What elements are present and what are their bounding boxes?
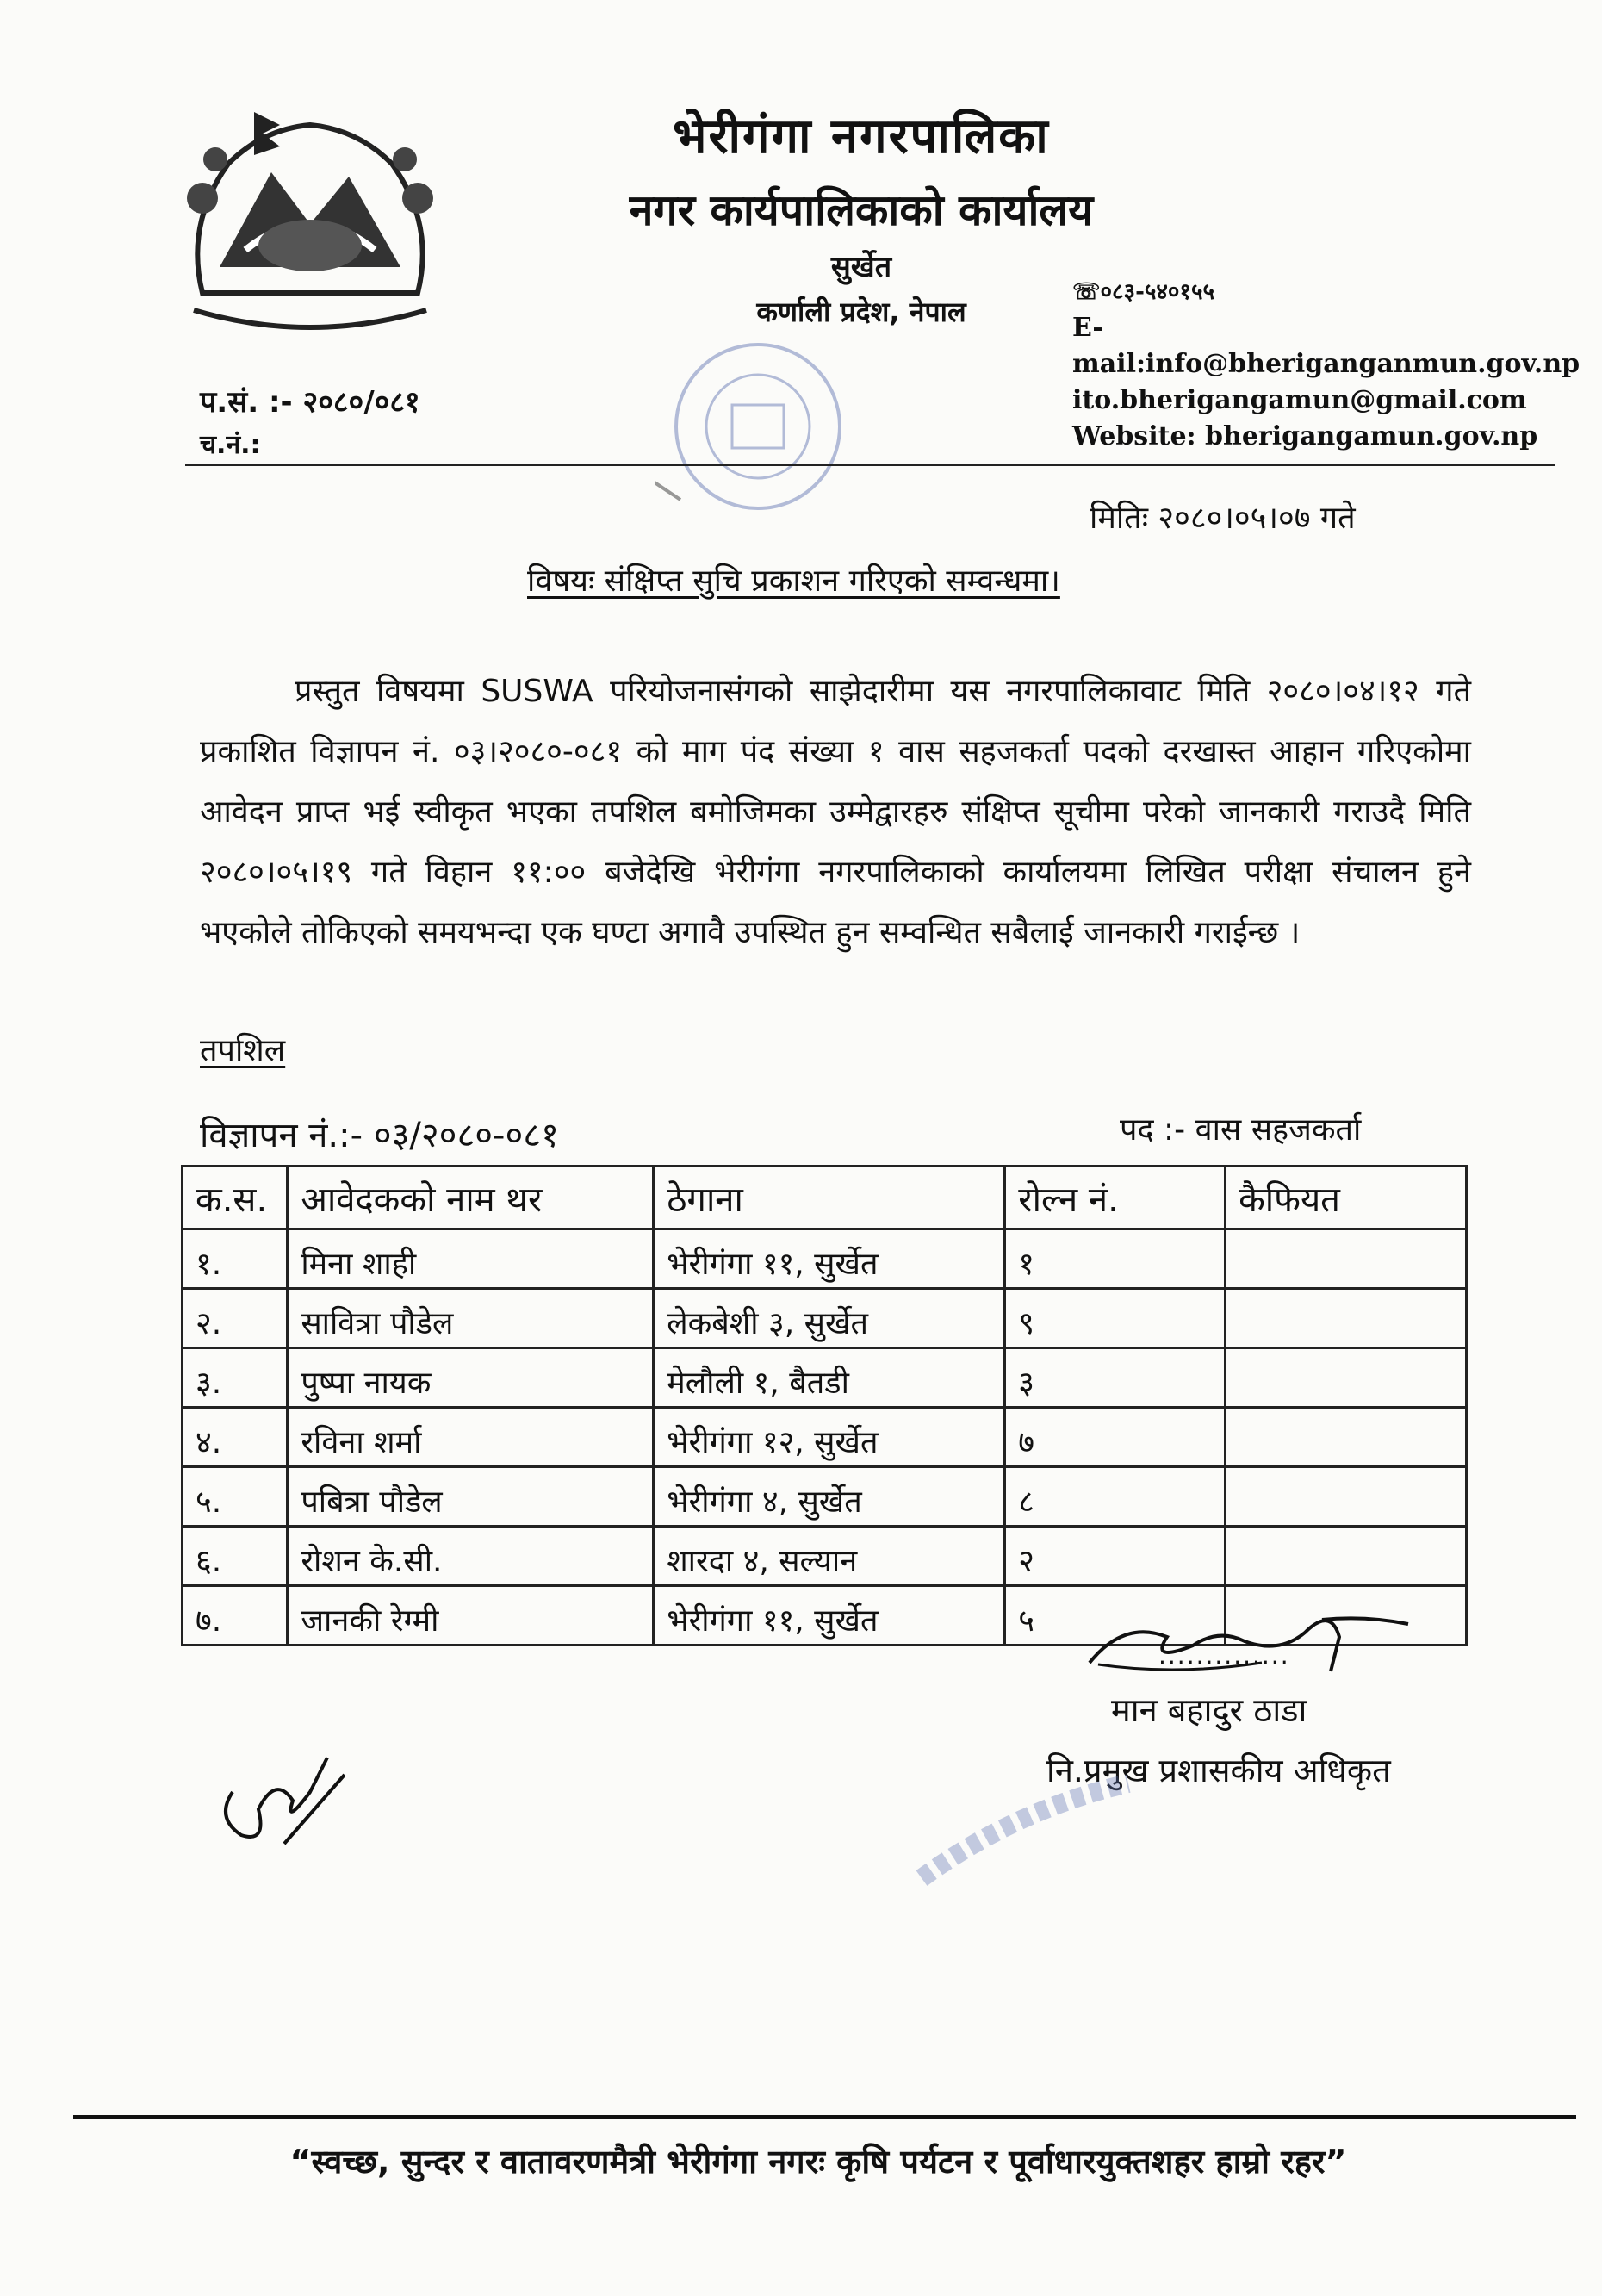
cell-sn: १.	[183, 1229, 288, 1289]
column-header-remarks: कैफियत	[1226, 1167, 1467, 1229]
cell-roll: ५	[1005, 1586, 1226, 1646]
cell-remarks	[1226, 1408, 1467, 1467]
cell-name: पबित्रा पौडेल	[288, 1467, 654, 1527]
cell-remarks	[1226, 1229, 1467, 1289]
district: सुर्खेत	[830, 250, 892, 284]
office-stamp-icon	[655, 327, 870, 534]
table-row	[183, 1289, 1467, 1348]
cell-remarks	[1226, 1348, 1467, 1408]
post-name: पद :- वास सहजकर्ता	[1120, 1112, 1362, 1148]
email-primary: E-mail:info@bheriganganmun.gov.np	[1072, 313, 1580, 379]
contact-block	[1072, 274, 1602, 455]
reference-number: प.सं. :- २०८०/०८१	[200, 385, 420, 420]
phone-number: ☏०८३-५४०१५५	[1072, 279, 1214, 305]
cell-address: भेरीगंगा ११, सुर्खेत	[654, 1229, 1005, 1289]
signatory-name: मान बहादुर ठाडा	[1111, 1691, 1307, 1729]
cell-name: मिना शाही	[288, 1229, 654, 1289]
cell-sn: ५.	[183, 1467, 288, 1527]
cell-roll: ८	[1005, 1467, 1226, 1527]
cell-roll: ७	[1005, 1408, 1226, 1467]
cell-address: भेरीगंगा ११, सुर्खेत	[654, 1586, 1005, 1646]
cell-name: सावित्रा पौडेल	[288, 1289, 654, 1348]
rubber-stamp-icon	[913, 1775, 1137, 1904]
cell-address: भेरीगंगा १२, सुर्खेत	[654, 1408, 1005, 1467]
details-heading: तपशिल	[200, 1033, 286, 1068]
signature-dots: ..............	[1158, 1641, 1290, 1670]
cell-address: शारदा ४, सल्यान	[654, 1527, 1005, 1586]
dispatch-number: च.नं.:	[200, 430, 261, 460]
letter-subject: विषयः संक्षिप्त सुचि प्रकाशन गरिएको सम्वन्धमा।	[527, 563, 1060, 599]
email-secondary: ito.bherigangamun@gmail.com	[1072, 385, 1527, 415]
office-name: नगर कार्यपालिकाको कार्यालय	[629, 185, 1094, 235]
province: कर्णाली प्रदेश, नेपाल	[756, 296, 966, 328]
cell-address: भेरीगंगा ४, सुर्खेत	[654, 1467, 1005, 1527]
cell-roll: ३	[1005, 1348, 1226, 1408]
cell-sn: ६.	[183, 1527, 288, 1586]
shortlist-table	[181, 1165, 1468, 1646]
cell-name: पुष्पा नायक	[288, 1348, 654, 1408]
header-divider	[185, 464, 1555, 466]
cell-name: रविना शर्मा	[288, 1408, 654, 1467]
cell-remarks	[1226, 1289, 1467, 1348]
signatory-title: नि.प्रमुख प्रशासकीय अधिकृत	[1046, 1752, 1391, 1789]
table-row	[183, 1467, 1467, 1527]
cell-sn: ७.	[183, 1586, 288, 1646]
cell-sn: ४.	[183, 1408, 288, 1467]
cell-roll: ९	[1005, 1289, 1226, 1348]
nepal-emblem-icon	[168, 95, 452, 345]
cell-name: रोशन के.सी.	[288, 1527, 654, 1586]
column-header-roll: रोल्न नं.	[1005, 1167, 1226, 1229]
cell-remarks	[1226, 1467, 1467, 1527]
table-row	[183, 1408, 1467, 1467]
table-row	[183, 1229, 1467, 1289]
column-header-address: ठेगाना	[654, 1167, 1005, 1229]
cell-address: लेकबेशी ३, सुर्खेत	[654, 1289, 1005, 1348]
column-header-name: आवेदकको नाम थर	[288, 1167, 654, 1229]
table-row	[183, 1348, 1467, 1408]
cell-name: जानकी रेग्मी	[288, 1586, 654, 1646]
cell-sn: ३.	[183, 1348, 288, 1408]
cell-remarks	[1226, 1527, 1467, 1586]
cell-roll: २	[1005, 1527, 1226, 1586]
table-header-row	[183, 1167, 1467, 1229]
footer-divider	[73, 2115, 1576, 2119]
column-header-sn: क.स.	[183, 1167, 288, 1229]
advertisement-number: विज्ञापन नं.:- ०३/२०८०-०८१	[200, 1116, 559, 1155]
website: Website: bherigangamun.gov.np	[1072, 421, 1538, 451]
cell-sn: २.	[183, 1289, 288, 1348]
letter-date: मितिः २०८०।०५।०७ गते	[1090, 501, 1356, 536]
letter-body: प्रस्तुत विषयमा SUSWA परियोजनासंगको साझेदारीमा यस नगरपालिकावाट मिति २०८०।०४।१२ गते प्रकाशित विज्ञापन नं. ०३।२०८०-०८१ को माग पंद संख्या १ वास सहजकर्ता पदको दरखास्त आहान गरिएकोमा आवेदन प्राप्त भई स्वीकृत भएका तपशिल बमोजिमका उम्मेद्वारहरु संक्षिप्त सूचीमा परेको जानकारी गराउदै मिति २०८०।०५।१९ गते विहान ११:०० बजेदेखि भेरीगंगा नगरपालिकाको कार्यालयमा लिखित परीक्षा संचालन हुने भएकोले तोकिएको समयभन्दा एक घण्टा अगावै उपस्थित हुन सम्वन्धित सबैलाई जानकारी गराईन्छ ।	[200, 674, 1471, 950]
cell-roll: १	[1005, 1229, 1226, 1289]
table-row	[183, 1527, 1467, 1586]
cell-address: मेलौली १, बैतडी	[654, 1348, 1005, 1408]
org-name: भेरीगंगा नगरपालिका	[673, 109, 1050, 165]
footer-motto: “स्वच्छ, सुन्दर र वातावरणमैत्री भेरीगंगा नगरः कृषि पर्यटन र पूर्वाधारयुक्तशहर हाम्रो रहर”	[289, 2143, 1347, 2181]
initials-signature-icon	[207, 1740, 353, 1861]
